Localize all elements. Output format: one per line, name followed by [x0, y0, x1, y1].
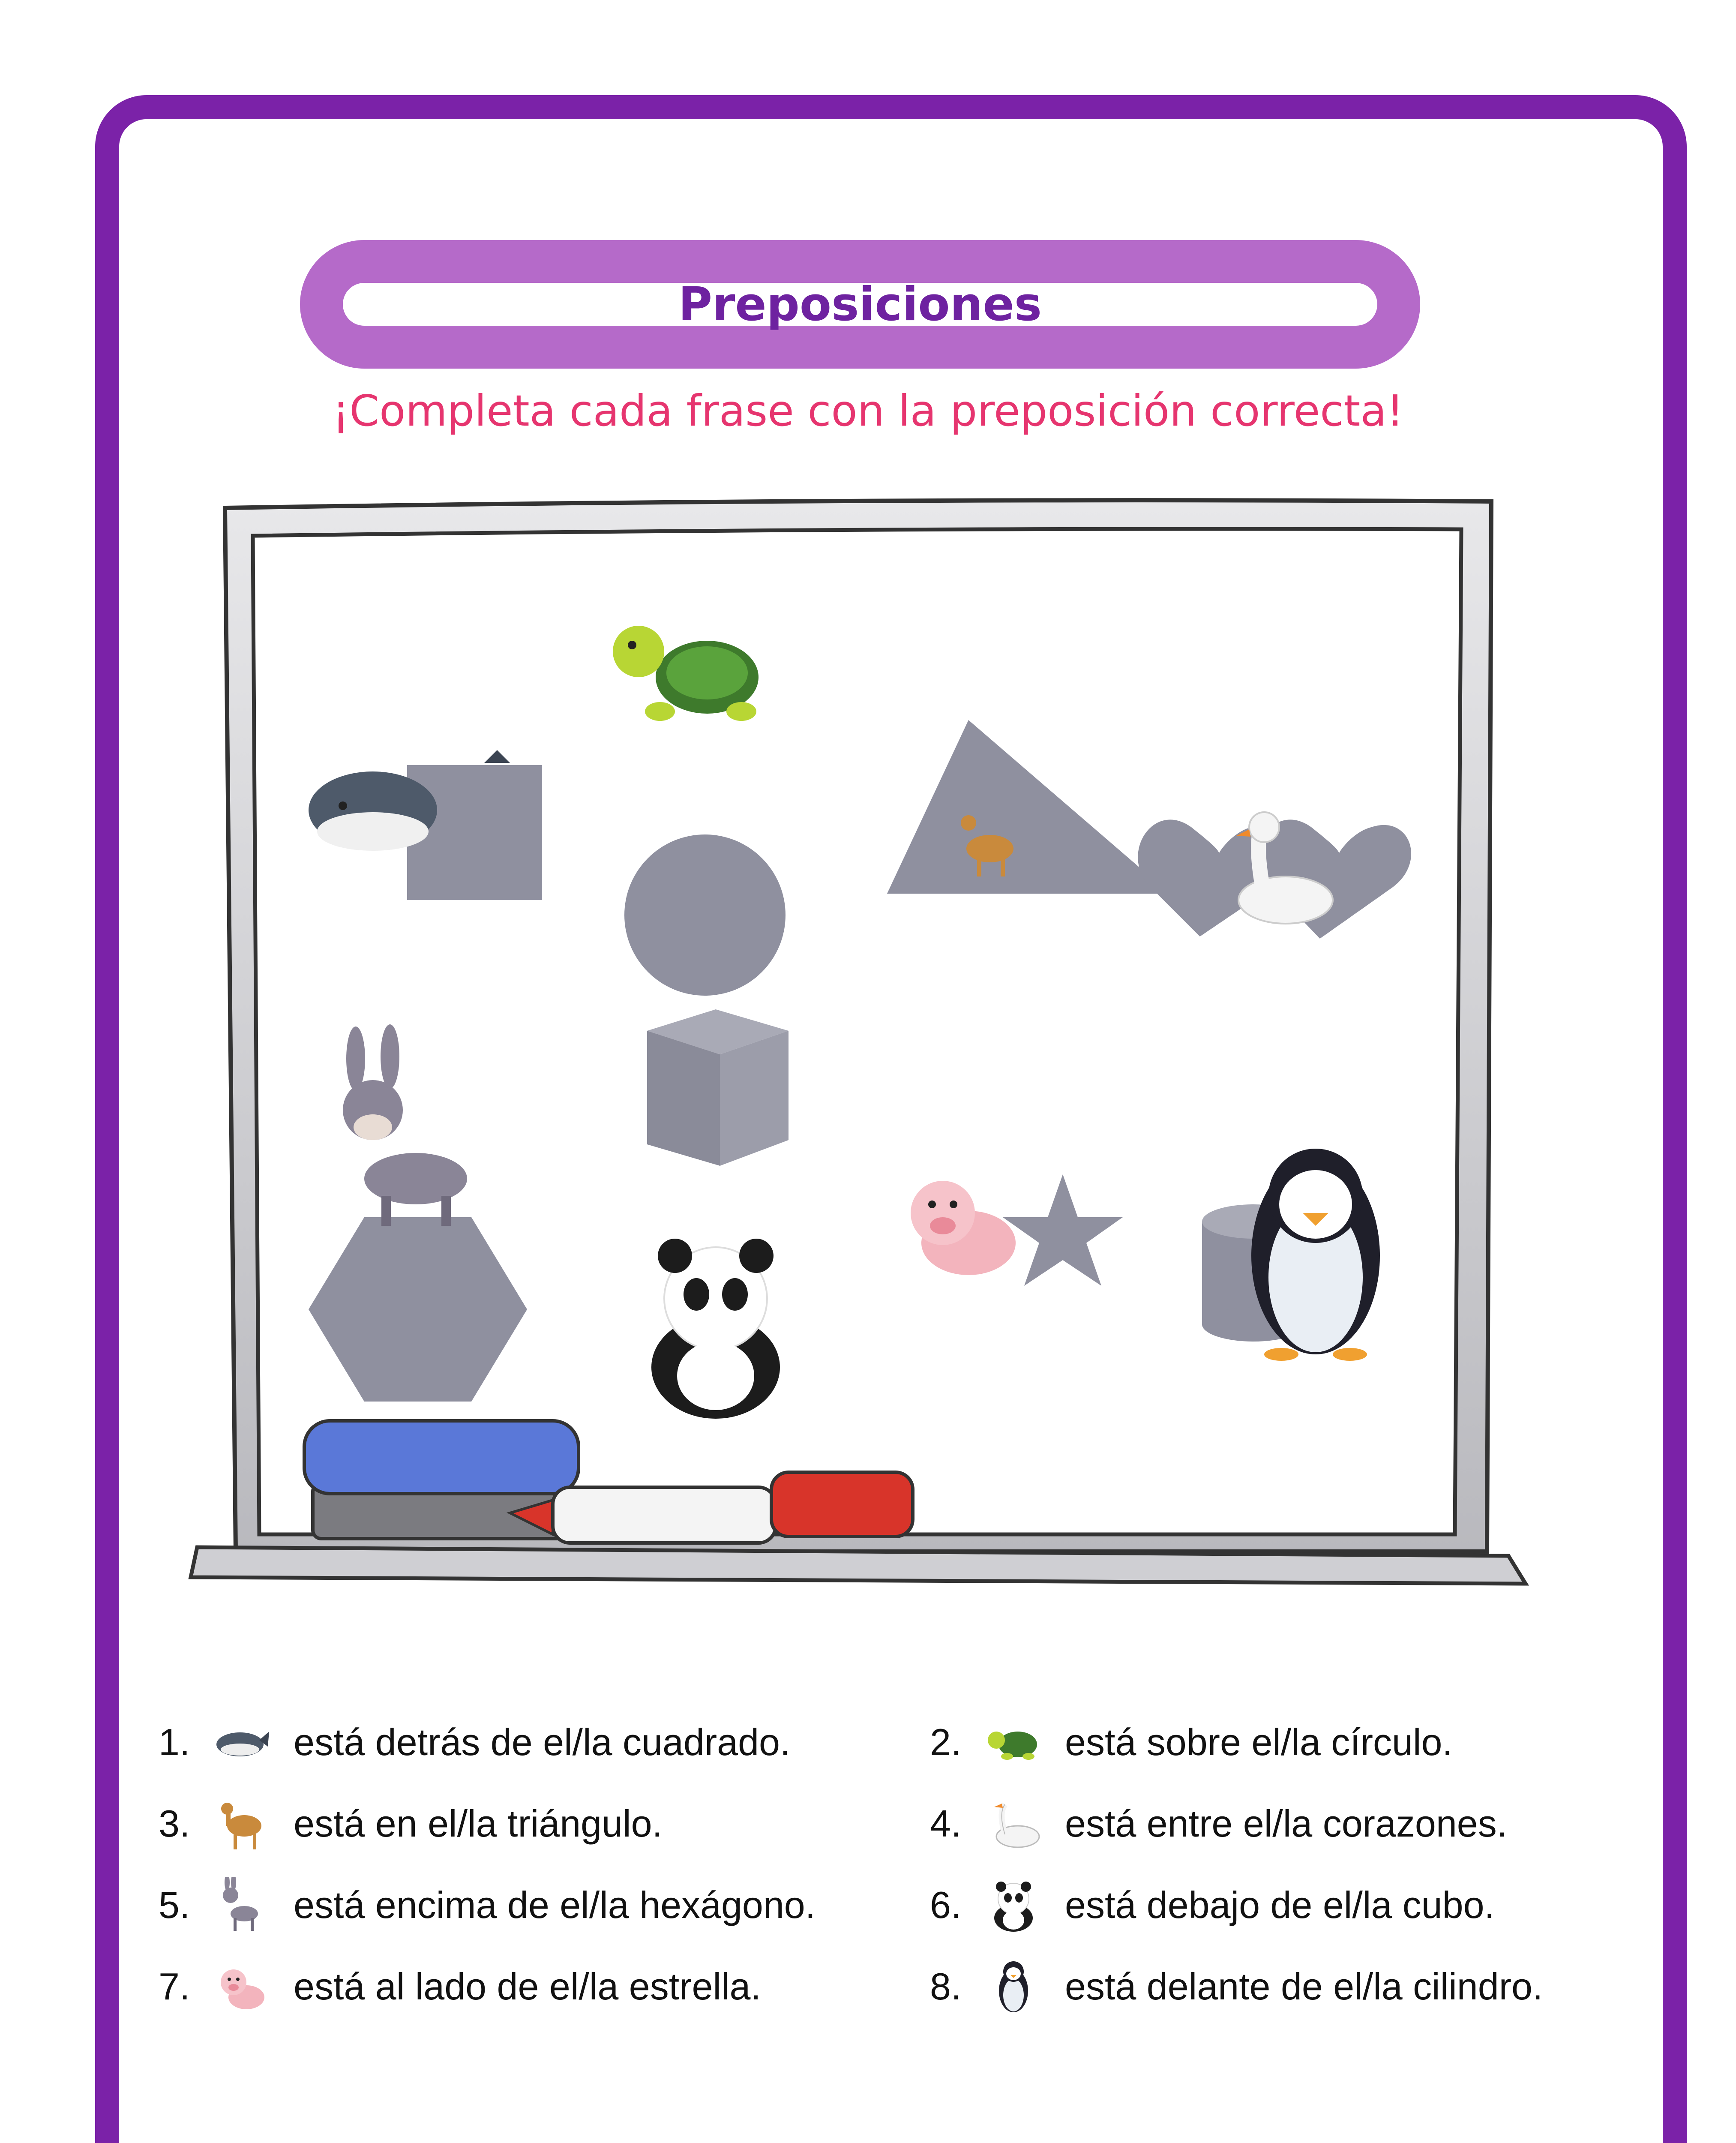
- list-item: [930, 1869, 1495, 1942]
- turtle-icon: [986, 1710, 1058, 1774]
- panda-icon: [986, 1873, 1058, 1937]
- circle-shape: [624, 834, 786, 996]
- sentence-text: está al lado de el/la estrella.: [294, 1965, 761, 2008]
- camel-icon: [214, 1792, 287, 1856]
- sentence-text: está en el/la triángulo.: [294, 1802, 663, 1845]
- title-pill: [300, 240, 1420, 369]
- pig-icon: [214, 1954, 287, 2019]
- item-number: 7.: [159, 1965, 190, 2008]
- item-number: 2.: [930, 1721, 962, 1763]
- item-number: 4.: [930, 1802, 962, 1845]
- list-item: [159, 1787, 663, 1860]
- sentence-text: está delante de el/la cilindro.: [1065, 1965, 1543, 2008]
- subtitle: ¡Completa cada frase con la preposición correcta!: [332, 386, 1404, 436]
- sentence-text: está entre el/la corazones.: [1065, 1802, 1508, 1845]
- whale-icon: [214, 1710, 287, 1774]
- sentence-text: está encima de el/la hexágono.: [294, 1884, 816, 1926]
- cube-shape: [647, 1009, 789, 1166]
- swan-icon: [986, 1792, 1058, 1856]
- item-number: 8.: [930, 1965, 962, 2008]
- page-title: Preposiciones: [678, 277, 1042, 331]
- donkey-icon: [214, 1873, 287, 1937]
- whiteboard: [184, 489, 1551, 1620]
- sentence-text: está detrás de el/la cuadrado.: [294, 1721, 791, 1763]
- list-item: [930, 1950, 1543, 2023]
- sentence-text: está sobre el/la círculo.: [1065, 1721, 1453, 1763]
- list-item: [930, 1706, 1453, 1779]
- list-item: [159, 1950, 761, 2023]
- item-number: 6.: [930, 1884, 962, 1926]
- item-number: 1.: [159, 1721, 190, 1763]
- penguin-icon: [986, 1954, 1058, 2019]
- item-number: 3.: [159, 1802, 190, 1845]
- list-item: [930, 1787, 1507, 1860]
- sentence-text: está debajo de el/la cubo.: [1065, 1884, 1495, 1926]
- list-item: [159, 1706, 790, 1779]
- list-item: [159, 1869, 816, 1942]
- item-number: 5.: [159, 1884, 190, 1926]
